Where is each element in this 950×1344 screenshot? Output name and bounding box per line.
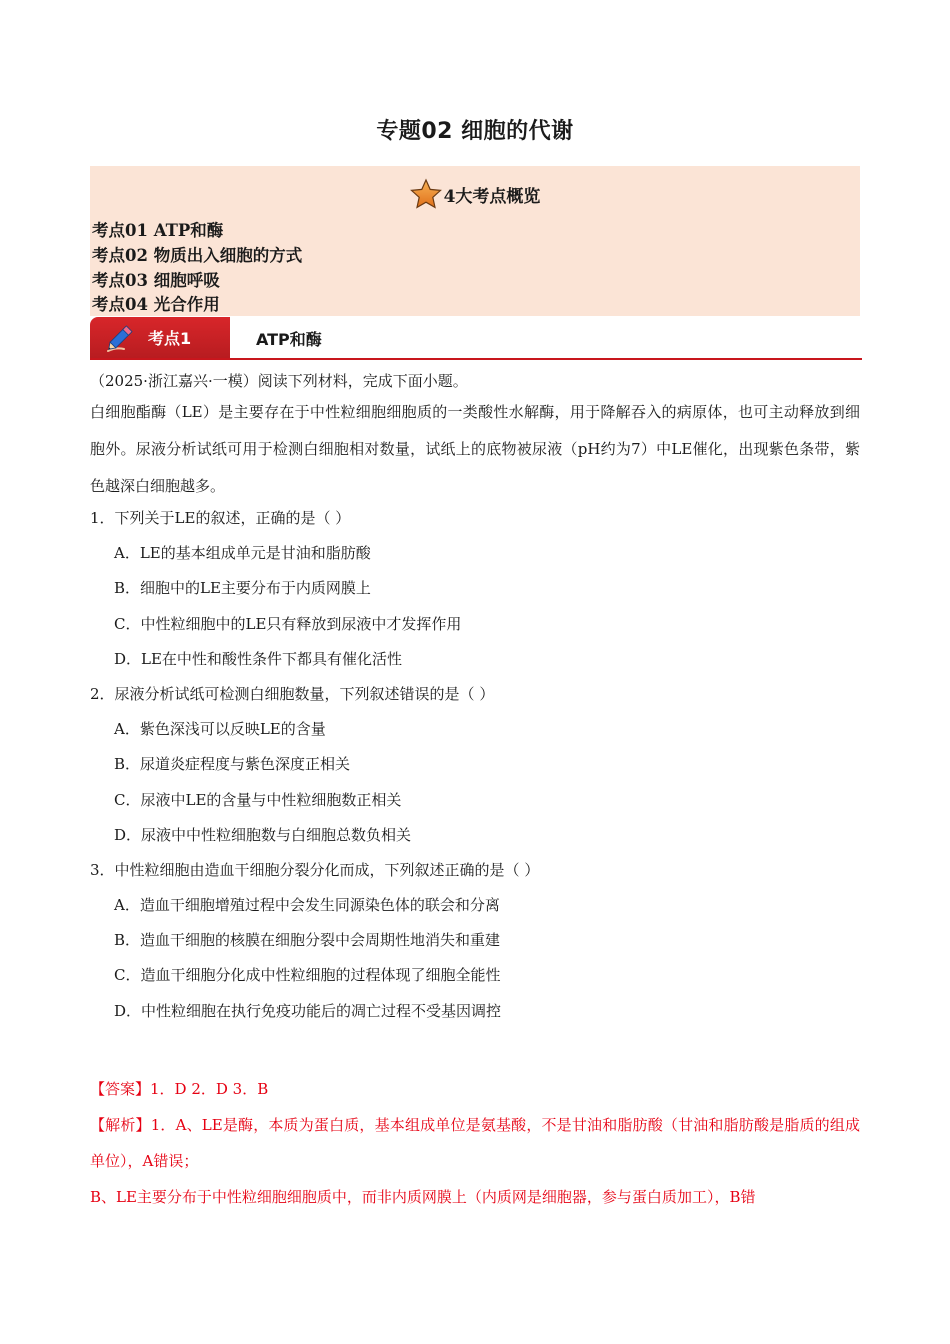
section-tab xyxy=(90,317,230,359)
section-divider xyxy=(90,358,862,360)
question-option: A．紫色深浅可以反映LE的含量 xyxy=(114,720,326,739)
question-option: D．LE在中性和酸性条件下都具有催化活性 xyxy=(114,649,402,668)
material-paragraph: 白细胞酯酶（LE）是主要存在于中性粒细胞细胞质的一类酸性水解酶，用于降解吞入的病原体，也可主动释放到细胞外。尿液分析试纸可用于检测白细胞相对数量，试纸上的底物被尿液（pH约为7）中LE催化，出现紫色条带，紫色越深白细胞越多。 xyxy=(90,403,860,495)
section-title: ATP和酶 xyxy=(256,330,322,349)
question-option: C．造血干细胞分化成中性粒细胞的过程体现了细胞全能性 xyxy=(114,966,501,985)
answer-section xyxy=(90,1071,860,1215)
overview-box xyxy=(90,166,860,316)
section-tab-label: 考点1 xyxy=(148,329,192,348)
pencil-icon xyxy=(102,321,138,355)
question-stem: 3．中性粒细胞由造血干细胞分裂分化而成，下列叙述正确的是（ ） xyxy=(90,860,540,879)
question-option: B．尿道炎症程度与紫色深度正相关 xyxy=(114,755,351,774)
overview-list xyxy=(92,219,302,318)
question-option: D．中性粒细胞在执行免疫功能后的凋亡过程不受基因调控 xyxy=(114,1001,502,1020)
question-option: B．造血干细胞的核膜在细胞分裂中会周期性地消失和重建 xyxy=(114,931,501,950)
question-option: A．LE的基本组成单元是甘油和脂肪酸 xyxy=(114,544,371,563)
question-option: C．尿液中LE的含量与中性粒细胞数正相关 xyxy=(114,790,402,809)
question-option: A．造血干细胞增殖过程中会发生同源染色体的联会和分离 xyxy=(114,896,500,915)
question-stem: 1．下列关于LE的叙述，正确的是（ ） xyxy=(90,509,351,527)
answer-line: 【答案】1．D 2．D 3．B xyxy=(90,1080,269,1098)
analysis-paragraph: 【解析】1．A、LE是酶，本质为蛋白质，基本组成单位是氨基酸，不是甘油和脂肪酸（甘油和脂肪酸是脂质的组成单位），A错误； xyxy=(90,1116,860,1170)
overview-heading xyxy=(90,178,860,210)
analysis-paragraph: B、LE主要分布于中性粒细胞细胞质中，而非内质网膜上（内质网是细胞器，参与蛋白质加工），B错 xyxy=(90,1188,756,1206)
section-header xyxy=(90,317,862,362)
overview-heading-text: 4大考点概览 xyxy=(443,186,541,207)
question-option: D．尿液中中性粒细胞数与白细胞总数负相关 xyxy=(114,825,412,844)
question-source: （2025·浙江嘉兴·一模）阅读下列材料，完成下面小题。 xyxy=(90,372,468,390)
question-option: B．细胞中的LE主要分布于内质网膜上 xyxy=(114,579,371,598)
overview-item: 考点04 光合作用 xyxy=(92,295,220,315)
page-title: 专题02 细胞的代谢 xyxy=(376,119,574,144)
overview-item: 考点02 物质出入细胞的方式 xyxy=(92,245,303,265)
overview-item: 考点01 ATP和酶 xyxy=(92,221,224,240)
star-icon xyxy=(410,178,442,210)
question-stem: 2．尿液分析试纸可检测白细胞数量，下列叙述错误的是（ ） xyxy=(90,684,495,703)
question-option: C．中性粒细胞中的LE只有释放到尿液中才发挥作用 xyxy=(114,614,462,633)
overview-item: 考点03 细胞呼吸 xyxy=(92,270,220,290)
question-content xyxy=(90,368,860,1029)
